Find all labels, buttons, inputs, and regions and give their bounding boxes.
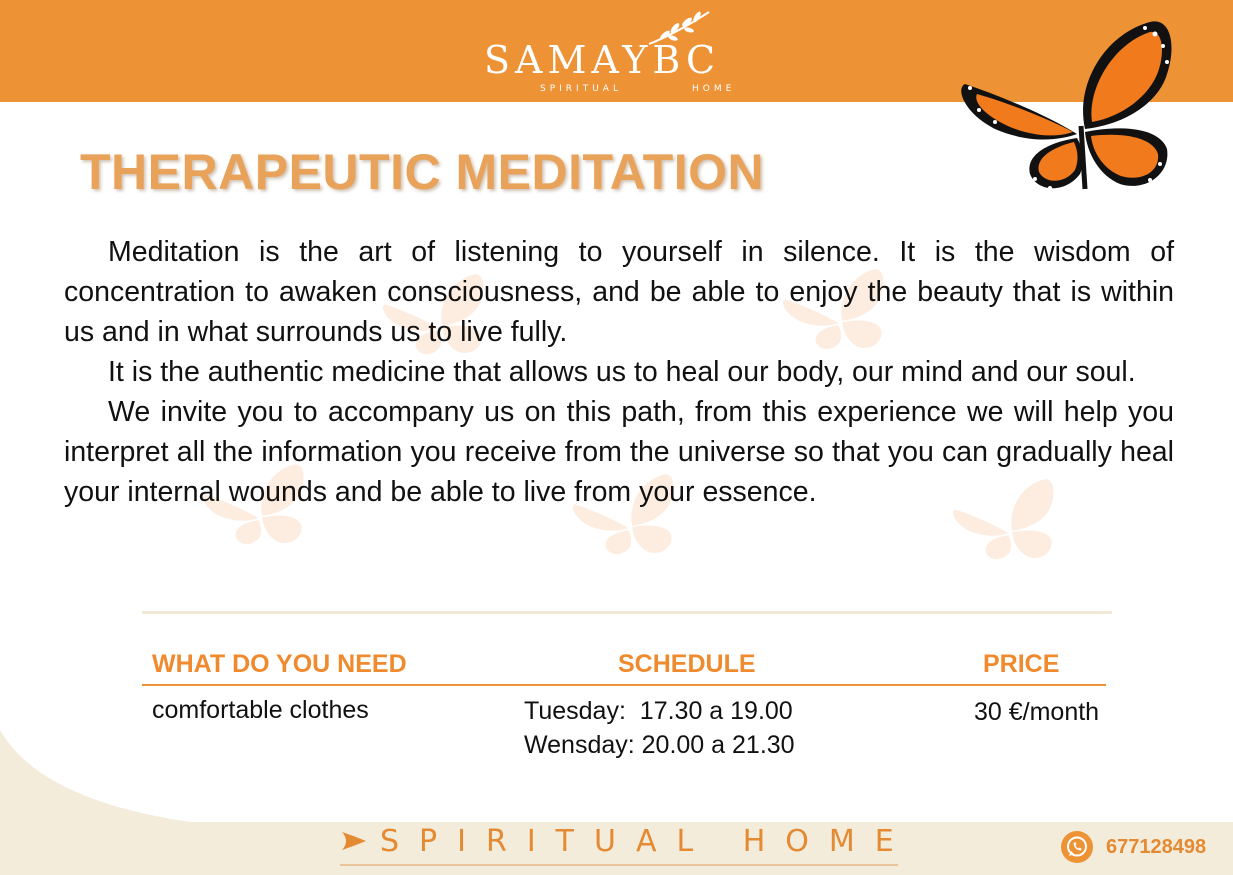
schedule-row: Tuesday: 17.30 a 19.00 (524, 697, 793, 725)
header-schedule: SCHEDULE (618, 650, 756, 678)
need-value: comfortable clothes (152, 696, 369, 724)
brand-tagline-left: SPIRITUAL (540, 84, 622, 94)
brand-tagline-right: HOME (692, 84, 736, 94)
paragraph: Meditation is the art of listening to yourself in silence. It is the wisdom of concentration to awaken consciousness, and be able to enjoy the beauty that is within us and in what surrounds us to live fully. (64, 236, 1174, 348)
footer-brand-text: SPIRITUAL HOME (380, 824, 914, 859)
butterfly-icon (955, 14, 1185, 199)
arrow-icon (340, 828, 370, 854)
brand-logo[interactable] (470, 8, 760, 98)
schedule-row: Wensday: 20.00 a 21.30 (524, 731, 795, 759)
brand-name: SAMAYBC (484, 38, 721, 82)
price-value: 30 €/month (974, 698, 1100, 726)
header-price: PRICE (983, 650, 1060, 678)
phone-number[interactable]: 677128498 (1106, 836, 1207, 858)
description-text (64, 232, 1174, 512)
footer-underline (340, 864, 898, 866)
header-what-you-need: WHAT DO YOU NEED (152, 650, 407, 678)
paragraph: We invite you to accompany us on this path, from this experience we will help you interpret all the information you receive from the universe so that you can gradually heal your internal wounds and be able to live from your essence. (64, 396, 1174, 508)
whatsapp-glyph-icon (1061, 831, 1093, 863)
table-header-rule (142, 684, 1106, 686)
section-divider (142, 611, 1112, 614)
paragraph: It is the authentic medicine that allows us to heal our body, our mind and our soul. (108, 356, 1136, 388)
page-title: THERAPEUTIC MEDITATION (80, 144, 765, 200)
whatsapp-icon[interactable] (1061, 831, 1093, 863)
